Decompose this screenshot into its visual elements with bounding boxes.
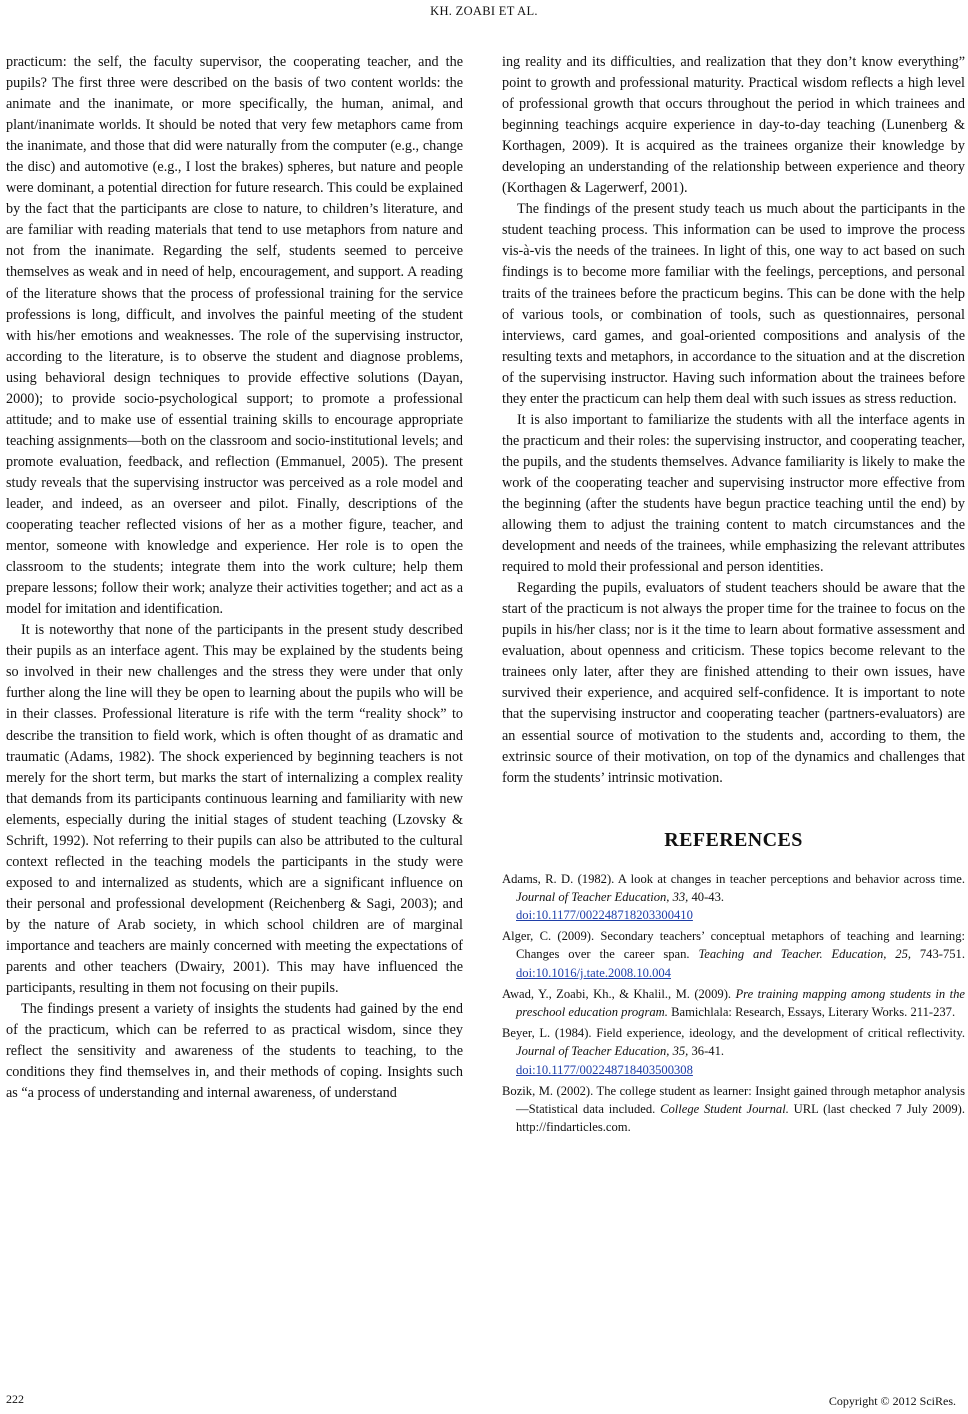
reference-source: Teaching and Teacher. Education, 25, [698,947,912,962]
body-paragraph: It is also important to familiarize the students with all the interface agents in the practicum and their roles: the supervising instructor, and cooperating teacher, the pupils, and the students themselves. Advance familiarity is likely to make the work of the cooperating teacher and supervising instructor more effective from the beginning (after the students have begun practice teaching until the end) by allowing them to adjust the training content to match circumstances and the development and needs of the trainees, while emphasizing the relevant attributes required to mold their professional and person identities. [502,411,965,576]
body-paragraph: practicum: the self, the faculty supervisor, the cooperating teacher, and the pupils? The first three were described on the basis of two content worlds: the animate and the inanimate, or more specifically, the human, animal, and plant/inanimate worlds. It should be noted that very few metaphors came from the inanimate, and those that did were naturally from the computer (e.g., change the disc) and automotive (e.g., I lost the brakes) spheres, but nature and people were dominant, a potential direction for future research. This could be explained by the fact that the participants are close to nature, to children’s literature, and are familiar with reading materials that tend to use metaphors from nature and not from the inanimate. Regarding the self, students seemed to perceive themselves as weak and in need of help, encouragement, and support. A reading of the literature shows that the process of professional training for the service professions is long, difficult, and involves the painful meeting of the student with his/her emotions and weaknesses. The role of the supervising instructor, according to the literature, is to observe the student and diagnose problems, using behavioral design techniques to provide effective solutions (Dayan, 2000); to provide socio-psychological support; to promote a professional attitude; and to make use of essential training skills to encourage appropriate teaching assignments—both on the classroom and socio-institutional levels; and promote evaluation, feedback, and reflection (Emmanuel, 2005). The present study reveals that the supervising instructor was perceived as a role model and leader, and indeed, as an overseer and pilot. Finally, descriptions of the cooperating teacher reflected visions of her as a mother figure, teacher, and mentor, someone with knowledge and experience. Her role is to open the classroom to the students; integrate them into the work culture; help them prepare lessons; follow their work; analyze their activities together; and act as a model for imitation and identification. [6,54,463,618]
reference-item [502,1082,965,1137]
reference-text: Alger, C. (2009). Secondary teachers’ conceptual metaphors of teaching and learning: Changes over the career span. [502,929,965,962]
reference-text: Awad, Y., Zoabi, Kh., & Khalil., M. (2009). [502,986,736,1001]
reference-text: Bozik, M. (2002). The college student as learner: Insight gained through metaphor analysis—Statistical data included. [502,1083,965,1117]
page-number: 222 [6,1392,24,1406]
reference-source: Journal of Teacher Education, 35, [516,1044,689,1059]
left-column [6,52,463,1104]
reference-text: 36-41. [688,1044,725,1059]
reference-list [502,870,965,1137]
reference-text: Bamichlala: Research, Essays, Literary Works. 211-237. [667,1005,956,1020]
reference-source: Journal of Teacher Education, 33, [516,889,689,904]
doi-link[interactable]: doi:10.1016/j.tate.2008.10.004 [516,965,671,980]
reference-item [502,870,965,925]
reference-text: Adams, R. D. (1982). A look at changes in teacher perceptions and behavior across time. [502,871,965,886]
reference-text: 743-751. [911,947,966,962]
body-paragraph: The findings of the present study teach us much about the participants in the student teaching process. This information can be used to improve the process vis-à-vis the needs of the trainees. In light of this, one way to act based on such findings is to become more familiar with the feelings, perceptions, and personal traits of the trainees before the practicum begins. This can be done with the help of various tools, or combination of tools, such as questionnaires, personal interviews, card games, and goal-oriented compositions and analysis of the resulting texts and metaphors, in accordance to the situation and at the discretion of the supervising instructor. Having such information about the trainees before they enter the practicum can help them deal with such issues as stress reduction. [502,201,965,407]
reference-text: URL (last checked 7 July 2009). http://findarticles.com. [516,1102,965,1135]
reference-item [502,985,965,1021]
reference-text: Beyer, L. (1984). Field experience, ideology, and the development of critical reflectivity. [502,1026,965,1041]
reference-text: 40-43. [688,889,725,904]
body-paragraph: Regarding the pupils, evaluators of student teachers should be aware that the start of the practicum is not always the proper time for the trainee to focus on the pupils in his/her class; nor is it the time to learn about formative assessment and evaluation, about openness and criticism. These topics become relevant to the trainees only later, after they are finished attending to their own issues, have survived their experience, and acquired self-confidence. It is important to note that the supervising instructor and cooperating teacher (partners-evaluators) are an essential source of motivation to the students and, according to them, the extrinsic source of their motivation, on top of the dynamics and challenges that form the students’ intrinsic motivation. [502,580,965,786]
reference-source: Pre training mapping among students in the preschool education program. [516,986,965,1020]
reference-source: College Student Journal. [660,1102,789,1117]
body-paragraph: It is noteworthy that none of the participants in the present study described their pupils as an interface agent. This may be explained by the students being so involved in their new challenges and the stress they were under that only further along the line will they be open to learning about the pupils who will be in their classes. Professional literature is rife with the term “reality shock” to describe the transition to field work, which is often thought of as dramatic and traumatic (Adams, 1982). The shock experienced by beginning teachers is not merely for the short term, but marks the start of internalizing a complex reality that demands from its participants continuous learning and familiarity with new elements, especially during the initial stages of student teaching (Lzovsky & Schrift, 1992). Not referring to their pupils can also be attributed to the cultural context reflected in the teaching models the participants in the study were exposed to and internalized as students, which are a significant influence on their personal and professional development (Reichenberg & Sagi, 2003); and by the nature of Arab society, in which school children are of marginal importance and teachers are mainly concerned with meeting the expectations of parents and other teachers (Dwairy, 2001). This may have influenced the participants, resulting in them not focusing on their pupils. [6,622,463,997]
right-column [502,52,965,1139]
body-paragraph: ing reality and its difficulties, and realization that they don’t know everything” point to growth and professional maturity. Practical wisdom reflects a high level of professional growth that occurs throughout the period in which trainees and beginning teachings acquire experience in day-to-day teaching (Lunenberg & Korthagen, 2009). It is acquired as the trainees organize their knowledge by developing an understanding of the relationship between experience and theory (Korthagen & Lagerwerf, 2001). [502,54,965,197]
doi-link[interactable]: doi:10.1177/002248718403500308 [516,1062,693,1077]
body-paragraph: The findings present a variety of insights the students had gained by the end of the practicum, which can be referred to as practical wisdom, since they reflect the sensitivity and awareness of the students to teaching, to the conditions they find themselves in, and their methods of coping. Insights such as “a process of understanding and internal awareness, of understand [6,1001,463,1102]
doi-link[interactable]: doi:10.1177/002248718203300410 [516,908,693,923]
copyright-notice: Copyright © 2012 SciRes. [828,1394,956,1408]
running-head: KH. ZOABI ET AL. [430,4,538,18]
references-heading: REFERENCES [664,828,803,851]
reference-item [502,927,965,982]
reference-item [502,1024,965,1079]
